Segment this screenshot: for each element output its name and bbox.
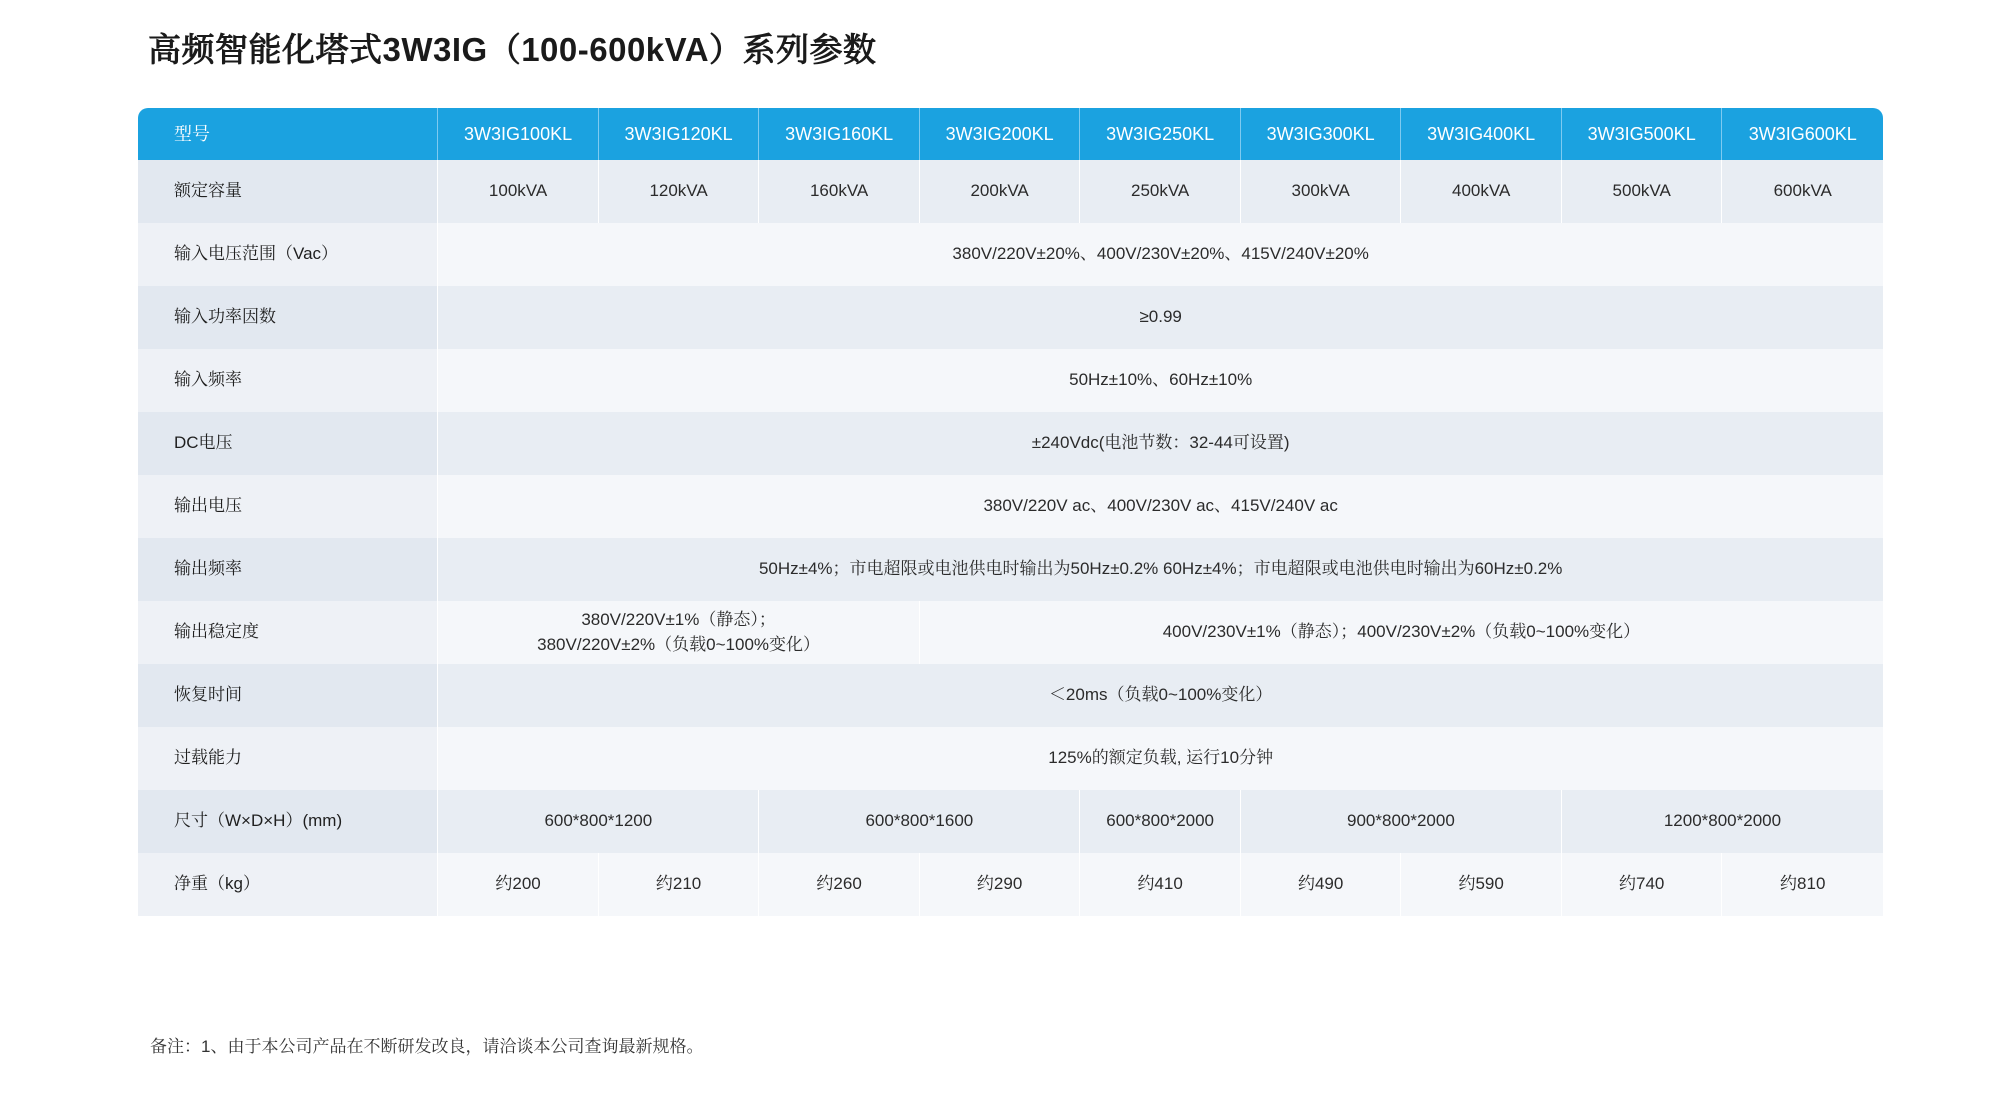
page-title: 高频智能化塔式3W3IG（100-600kVA）系列参数 xyxy=(148,31,877,68)
row-value-cell: ±240Vdc(电池节数：32-44可设置) xyxy=(438,412,1883,475)
table-header-row xyxy=(138,108,1883,160)
row-value-cell: 1200*800*2000 xyxy=(1562,790,1883,853)
row-value-cell: 380V/220V±1%（静态）； 380V/220V±2%（负载0~100%变化） xyxy=(438,601,920,664)
spec-table xyxy=(138,108,1883,916)
row-value-cell: 50Hz±4%；市电超限或电池供电时输出为50Hz±0.2% 60Hz±4%；市电超限或电池供电时输出为60Hz±0.2% xyxy=(438,538,1883,601)
row-value-cell: 约410 xyxy=(1080,853,1241,916)
table-row xyxy=(138,538,1883,601)
row-value-cell: 约290 xyxy=(920,853,1081,916)
table-row xyxy=(138,286,1883,349)
table-row xyxy=(138,412,1883,475)
table-row xyxy=(138,853,1883,916)
table-row xyxy=(138,601,1883,664)
row-value-cell: 300kVA xyxy=(1241,160,1402,223)
footnote: 备注：1、由于本公司产品在不断研发改良，请洽谈本公司查询最新规格。 xyxy=(150,1037,704,1056)
header-model-cell: 3W3IG160KL xyxy=(759,108,920,160)
row-label-cell: 输出频率 xyxy=(138,538,438,601)
row-value-cell: 400kVA xyxy=(1401,160,1562,223)
row-value-cell: ＜20ms（负载0~100%变化） xyxy=(438,664,1883,727)
row-value-cell: 100kVA xyxy=(438,160,599,223)
row-value-cell: ≥0.99 xyxy=(438,286,1883,349)
row-label-cell: 净重（kg） xyxy=(138,853,438,916)
row-value-cell: 400V/230V±1%（静态）；400V/230V±2%（负载0~100%变化） xyxy=(920,601,1883,664)
row-value-cell: 380V/220V±20%、400V/230V±20%、415V/240V±20% xyxy=(438,223,1883,286)
table-row xyxy=(138,664,1883,727)
row-value-cell: 约590 xyxy=(1401,853,1562,916)
row-label-cell: DC电压 xyxy=(138,412,438,475)
row-value-cell: 500kVA xyxy=(1562,160,1723,223)
row-value-cell: 200kVA xyxy=(920,160,1081,223)
row-value-cell: 约740 xyxy=(1562,853,1723,916)
header-model-cell: 3W3IG500KL xyxy=(1562,108,1723,160)
row-value-cell: 约200 xyxy=(438,853,599,916)
header-model-cell: 3W3IG100KL xyxy=(438,108,599,160)
table-row xyxy=(138,160,1883,223)
row-value-cell: 250kVA xyxy=(1080,160,1241,223)
row-value-cell: 160kVA xyxy=(759,160,920,223)
table-row xyxy=(138,349,1883,412)
header-model-cell: 3W3IG400KL xyxy=(1401,108,1562,160)
header-model-cell: 3W3IG120KL xyxy=(599,108,760,160)
table-row xyxy=(138,790,1883,853)
row-value-cell: 125%的额定负载, 运行10分钟 xyxy=(438,727,1883,790)
table-row xyxy=(138,223,1883,286)
row-value-cell: 600*800*2000 xyxy=(1080,790,1241,853)
header-model-cell: 3W3IG300KL xyxy=(1241,108,1402,160)
row-value-cell: 约490 xyxy=(1241,853,1402,916)
row-label-cell: 额定容量 xyxy=(138,160,438,223)
row-value-cell: 约210 xyxy=(599,853,760,916)
header-model-cell: 3W3IG250KL xyxy=(1080,108,1241,160)
row-label-cell: 输出电压 xyxy=(138,475,438,538)
row-label-cell: 输入频率 xyxy=(138,349,438,412)
table-row xyxy=(138,727,1883,790)
row-label-cell: 输入电压范围（Vac） xyxy=(138,223,438,286)
row-label-cell: 输入功率因数 xyxy=(138,286,438,349)
header-model-cell: 3W3IG200KL xyxy=(920,108,1081,160)
row-value-cell: 900*800*2000 xyxy=(1241,790,1562,853)
spec-table-wrapper xyxy=(138,108,1883,916)
header-label-cell: 型号 xyxy=(138,108,438,160)
row-label-cell: 过载能力 xyxy=(138,727,438,790)
row-label-cell: 输出稳定度 xyxy=(138,601,438,664)
row-value-cell: 600*800*1200 xyxy=(438,790,759,853)
row-label-cell: 尺寸（W×D×H）(mm) xyxy=(138,790,438,853)
row-value-cell: 600*800*1600 xyxy=(759,790,1080,853)
row-label-cell: 恢复时间 xyxy=(138,664,438,727)
row-value-cell: 50Hz±10%、60Hz±10% xyxy=(438,349,1883,412)
header-model-cell: 3W3IG600KL xyxy=(1722,108,1883,160)
spec-table-body xyxy=(138,108,1883,916)
row-value-cell: 120kVA xyxy=(599,160,760,223)
row-value-cell: 600kVA xyxy=(1722,160,1883,223)
table-row xyxy=(138,475,1883,538)
row-value-cell: 约810 xyxy=(1722,853,1883,916)
row-value-cell: 380V/220V ac、400V/230V ac、415V/240V ac xyxy=(438,475,1883,538)
row-value-cell: 约260 xyxy=(759,853,920,916)
